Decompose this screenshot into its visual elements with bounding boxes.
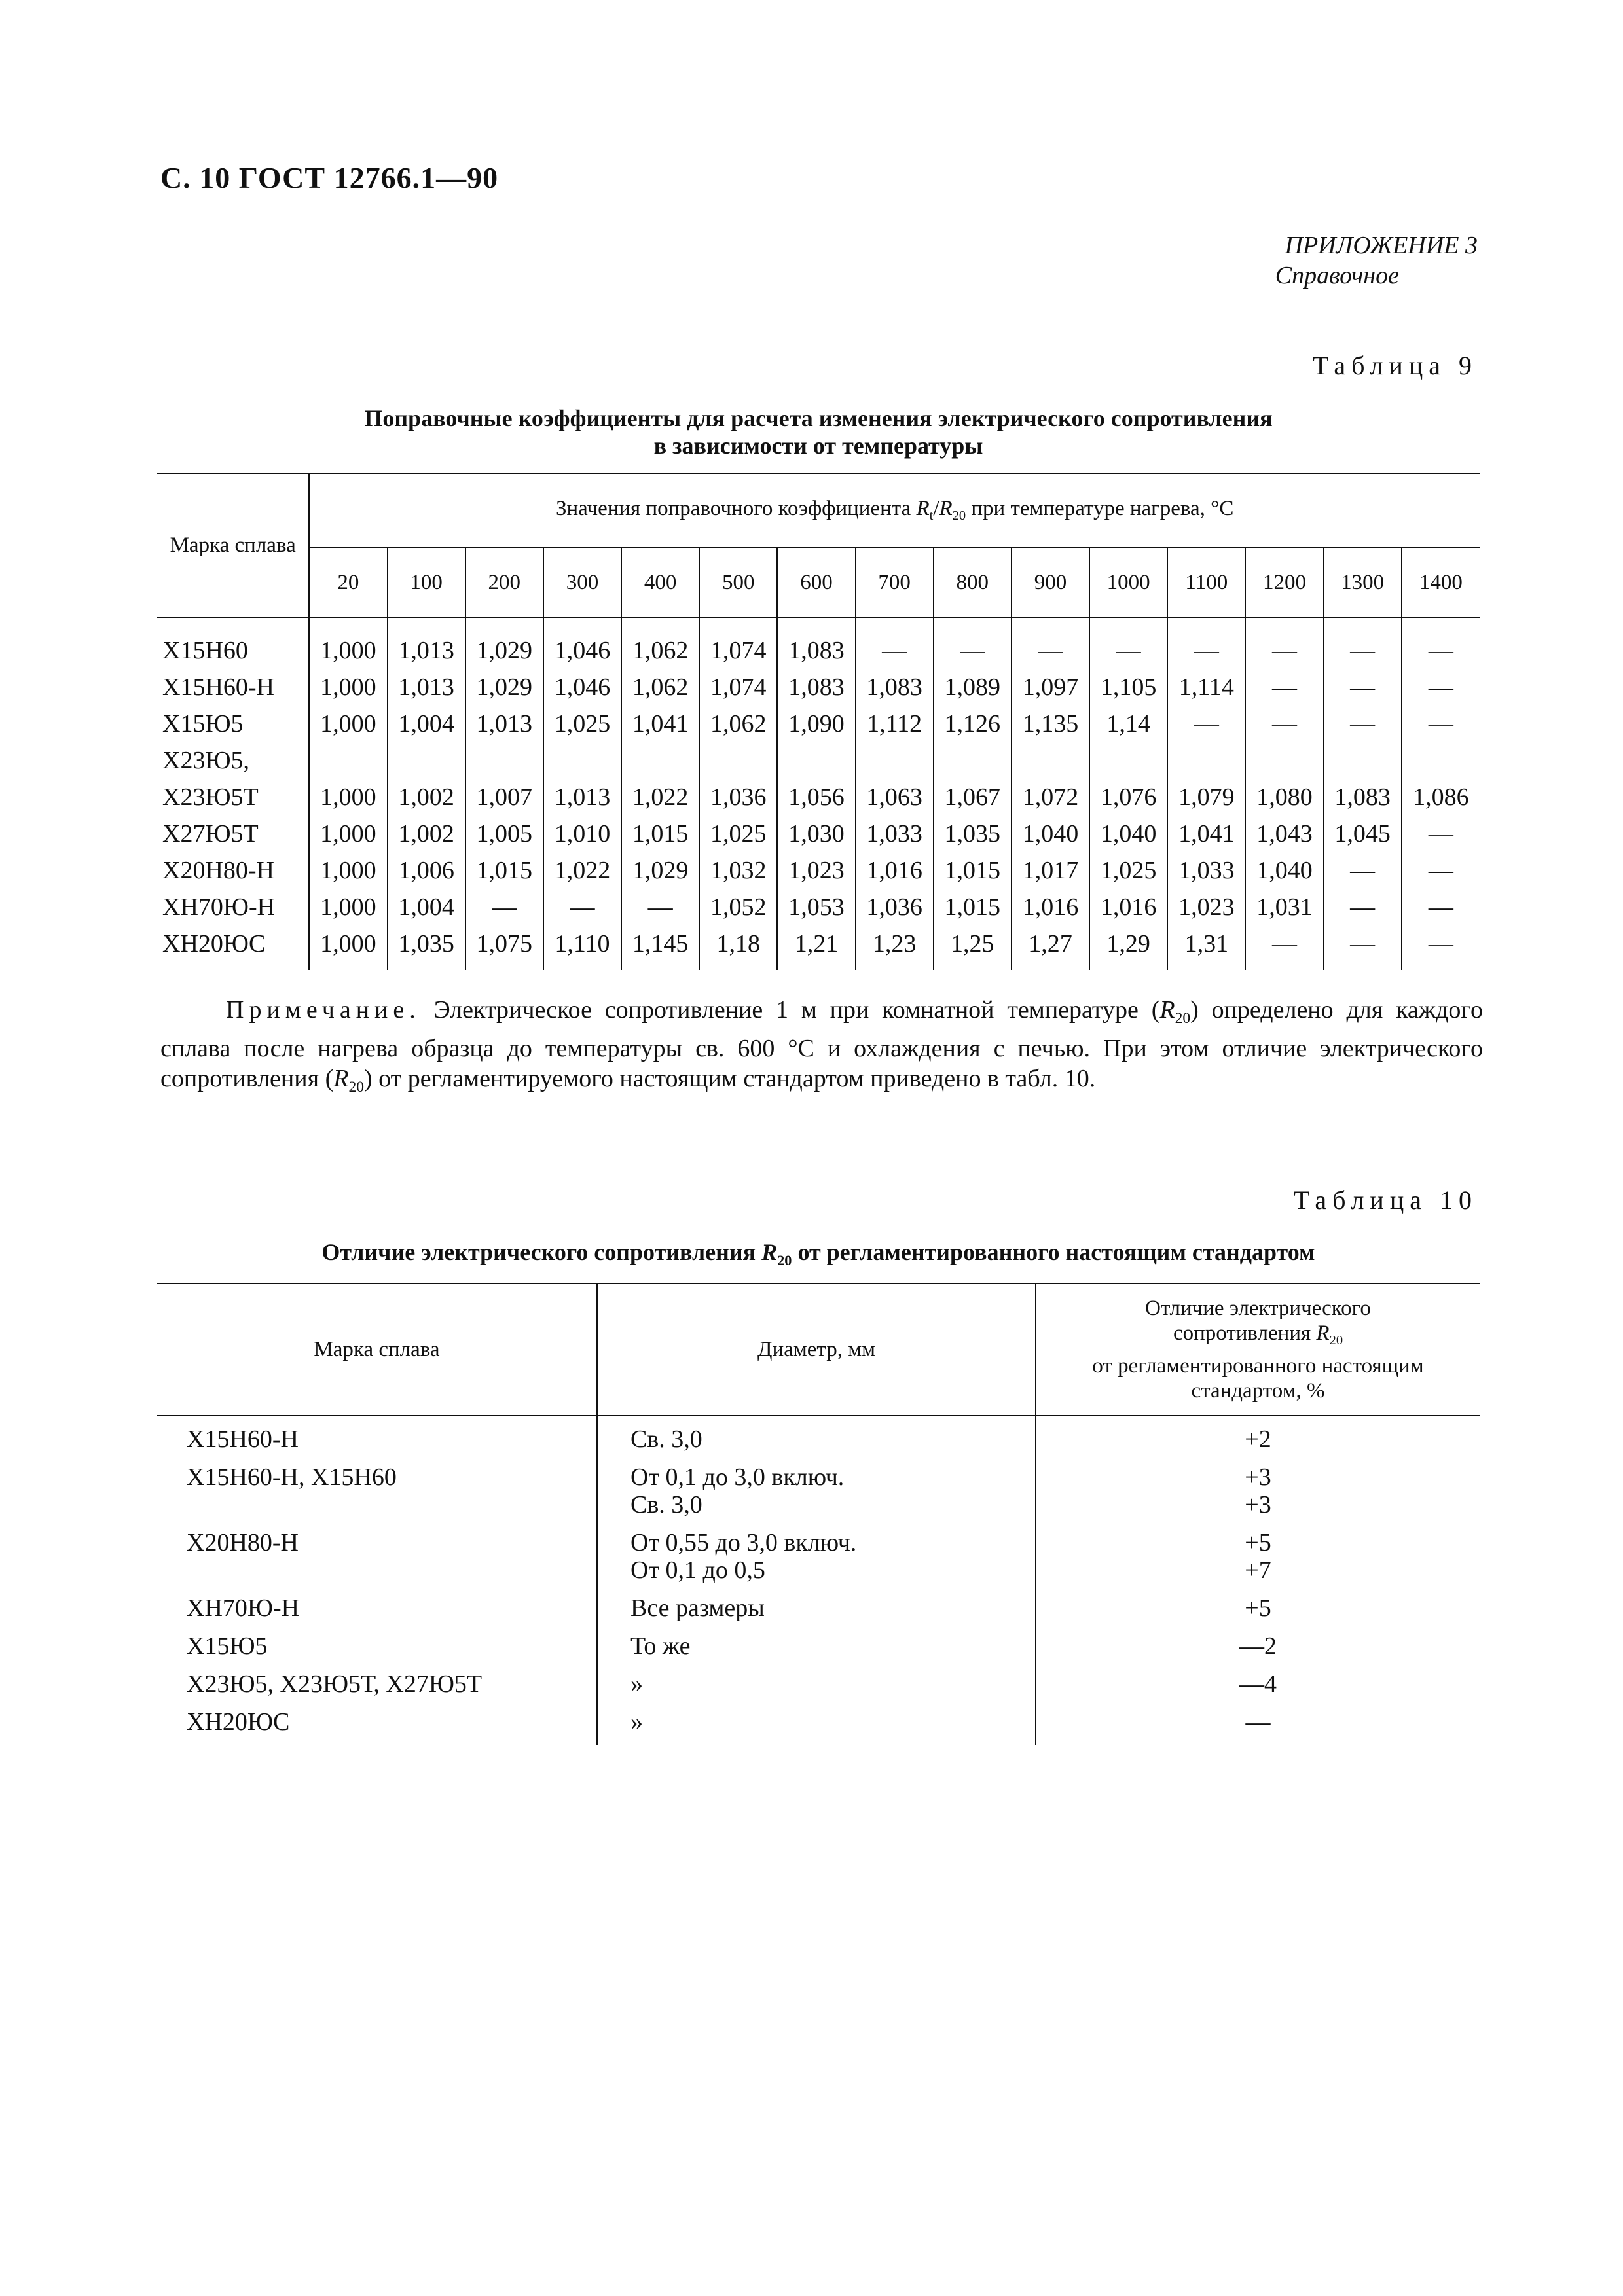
deviation-cell	[1036, 1627, 1480, 1665]
alloy-grade: Х15Н60-Н	[187, 1426, 299, 1453]
coefficient-value	[388, 742, 465, 779]
coefficient-value: 1,040	[1012, 816, 1089, 852]
diameter-value: Св. 3,0	[630, 1426, 702, 1453]
coefficient-value: 1,135	[1012, 706, 1089, 742]
coefficient-value: 1,030	[777, 816, 855, 852]
alloy-grade: Х20Н80-Н	[162, 857, 274, 884]
coefficient-value: —	[1402, 889, 1480, 925]
temperature-header: 1300	[1324, 548, 1402, 617]
coefficient-value: 1,033	[1167, 852, 1245, 889]
coefficient-value	[1245, 742, 1323, 779]
diameter-cell	[597, 1703, 1036, 1745]
coefficient-value	[1402, 742, 1480, 779]
coefficient-value: —	[1324, 889, 1402, 925]
appendix-heading	[1275, 230, 1478, 291]
coefficient-value	[856, 742, 934, 779]
coefficient-value: 1,076	[1089, 779, 1167, 816]
coefficient-value: 1,000	[309, 617, 387, 669]
table-row	[157, 1703, 1480, 1745]
alloy-grade: Х23Ю5, Х23Ю5Т, Х27Ю5Т	[187, 1670, 483, 1698]
coefficient-value: —	[1089, 617, 1167, 669]
coefficient-value: 1,089	[934, 669, 1012, 706]
table-row	[157, 1627, 1480, 1665]
diameter-column-header: Диаметр, мм	[597, 1283, 1036, 1416]
table9-title	[157, 404, 1480, 459]
coefficient-value	[1167, 742, 1245, 779]
coefficient-value: 1,015	[934, 889, 1012, 925]
coefficient-value	[543, 742, 621, 779]
coefficient-value: 1,080	[1245, 779, 1323, 816]
alloy-grade: Х15Н60-Н, Х15Н60	[187, 1463, 397, 1491]
coefficient-value: 1,083	[777, 669, 855, 706]
coefficient-value: 1,090	[777, 706, 855, 742]
coefficient-value: 1,025	[1089, 852, 1167, 889]
coefficient-value: —	[1324, 852, 1402, 889]
coefficient-value: 1,067	[934, 779, 1012, 816]
table-row	[157, 1589, 1480, 1627]
coefficient-value	[1324, 742, 1402, 779]
coefficient-value: 1,005	[465, 816, 543, 852]
coefficient-value: 1,023	[777, 852, 855, 889]
deviation-value: —4	[1239, 1670, 1277, 1698]
coefficient-value: —	[856, 617, 934, 669]
coefficient-value: 1,000	[309, 669, 387, 706]
temperature-header: 300	[543, 548, 621, 617]
coefficient-value: 1,015	[934, 852, 1012, 889]
deviation-cell	[1036, 1589, 1480, 1627]
page-header: С. 10 ГОСТ 12766.1—90	[160, 161, 499, 194]
coefficient-value	[621, 742, 699, 779]
correction-coefficients-table	[157, 473, 1480, 970]
diameter-cell	[597, 1665, 1036, 1703]
table-row	[157, 889, 1480, 925]
temperature-header: 600	[777, 548, 855, 617]
coefficient-value: —	[1402, 925, 1480, 970]
coefficient-value: 1,022	[621, 779, 699, 816]
coefficient-value: 1,062	[621, 617, 699, 669]
coefficient-value	[777, 742, 855, 779]
deviation-value: +7	[1245, 1556, 1271, 1584]
coefficient-value: —	[1324, 925, 1402, 970]
diameter-cell	[597, 1589, 1036, 1627]
diameter-value: То же	[630, 1632, 691, 1660]
temperature-header: 1000	[1089, 548, 1167, 617]
coefficient-value: 1,016	[1012, 889, 1089, 925]
alloy-grade: Х20Н80-Н	[187, 1529, 299, 1556]
coefficient-value: —	[1402, 617, 1480, 669]
coefficient-value: 1,046	[543, 617, 621, 669]
coefficient-value: —	[1324, 617, 1402, 669]
coefficient-value: 1,097	[1012, 669, 1089, 706]
coefficient-value: —	[1245, 617, 1323, 669]
coefficient-value: 1,074	[699, 669, 777, 706]
table10-label: Таблица 10	[1293, 1185, 1478, 1215]
coefficient-value: 1,046	[543, 669, 621, 706]
coefficient-value: 1,002	[388, 779, 465, 816]
temperature-header: 900	[1012, 548, 1089, 617]
alloy-grade: Х23Ю5Т	[162, 783, 259, 811]
coefficient-value: 1,052	[699, 889, 777, 925]
coefficient-value: 1,086	[1402, 779, 1480, 816]
coefficient-value: 1,029	[465, 617, 543, 669]
table-row	[157, 1458, 1480, 1524]
table-row	[157, 742, 1480, 779]
coefficient-value: 1,000	[309, 816, 387, 852]
deviation-cell	[1036, 1524, 1480, 1589]
resistance-deviation-table	[157, 1283, 1480, 1745]
table9-title-line1: Поправочные коэффициенты для расчета изменения электрического сопротивления	[364, 405, 1273, 431]
coefficient-value: 1,041	[621, 706, 699, 742]
deviation-value: —2	[1239, 1632, 1277, 1660]
temperature-header: 1400	[1402, 548, 1480, 617]
coefficient-value	[699, 742, 777, 779]
coefficient-value: 1,013	[465, 706, 543, 742]
coefficient-value: 1,036	[856, 889, 934, 925]
coefficient-value: —	[465, 889, 543, 925]
coefficient-value: 1,14	[1089, 706, 1167, 742]
coefficient-value: 1,074	[699, 617, 777, 669]
alloy-grade: ХН20ЮС	[187, 1708, 290, 1736]
coefficient-value: 1,083	[1324, 779, 1402, 816]
coefficient-value: 1,105	[1089, 669, 1167, 706]
table9-label: Таблица 9	[1312, 351, 1478, 380]
deviation-cell	[1036, 1703, 1480, 1745]
coefficient-value	[1012, 742, 1089, 779]
coefficient-value: 1,016	[856, 852, 934, 889]
coefficient-value: 1,083	[856, 669, 934, 706]
diameter-value: От 0,55 до 3,0 включ.	[630, 1529, 857, 1556]
coefficient-value	[309, 742, 387, 779]
coefficient-value: 1,025	[699, 816, 777, 852]
coefficient-value: —	[1402, 816, 1480, 852]
coefficient-value: 1,025	[543, 706, 621, 742]
coefficient-value: 1,056	[777, 779, 855, 816]
coefficient-value: 1,083	[777, 617, 855, 669]
alloy-grade: ХН70Ю-Н	[187, 1594, 300, 1622]
note-paragraph: Примечание. Электрическое сопротивление 1 м при комнатной температуре $(R_{20})$ определено для каждого сплава после нагрева образца до температуры св. 600 °С и охлаждения с печью. При этом отличие электрического сопротивления $(R_{20})$ от регламентируемого настоящим стандартом приведено в табл. 10.	[160, 996, 1484, 1096]
coefficient-value: 1,040	[1089, 816, 1167, 852]
coefficient-value: —	[1167, 706, 1245, 742]
coefficient-value: 1,27	[1012, 925, 1089, 970]
coefficient-value: 1,031	[1245, 889, 1323, 925]
coefficient-value: 1,18	[699, 925, 777, 970]
coefficient-value: 1,004	[388, 706, 465, 742]
coefficient-value: 1,072	[1012, 779, 1089, 816]
alloy-grade: Х15Н60-Н	[162, 673, 274, 701]
coefficient-value: 1,029	[621, 852, 699, 889]
table-row	[157, 852, 1480, 889]
deviation-value: +2	[1245, 1426, 1271, 1453]
diameter-value: Св. 3,0	[630, 1491, 702, 1518]
deviation-column-header: Отличие электрического сопротивления $R_{20}$ от регламентированного настоящим стандартом, %	[1036, 1283, 1480, 1416]
coefficient-value: 1,002	[388, 816, 465, 852]
coefficient-value: 1,015	[621, 816, 699, 852]
diameter-value: От 0,1 до 3,0 включ.	[630, 1463, 845, 1491]
coefficient-value: —	[934, 617, 1012, 669]
table-row	[157, 669, 1480, 706]
coefficient-value: 1,036	[699, 779, 777, 816]
temperature-header: 20	[309, 548, 387, 617]
coefficient-value: 1,032	[699, 852, 777, 889]
coefficient-value: 1,053	[777, 889, 855, 925]
coefficient-value: —	[1245, 669, 1323, 706]
coefficient-value: 1,079	[1167, 779, 1245, 816]
diameter-value: Все размеры	[630, 1594, 765, 1622]
coefficient-value: 1,006	[388, 852, 465, 889]
diameter-value: От 0,1 до 0,5	[630, 1556, 765, 1584]
coefficient-value: 1,21	[777, 925, 855, 970]
diameter-value: »	[630, 1708, 643, 1736]
table-row	[157, 617, 1480, 669]
temperature-header: 1100	[1167, 548, 1245, 617]
temperature-header: 100	[388, 548, 465, 617]
coefficient-value: 1,062	[699, 706, 777, 742]
coefficient-value: —	[1245, 706, 1323, 742]
alloy-grade: Х27Ю5Т	[162, 820, 259, 848]
deviation-value: +3	[1245, 1491, 1271, 1518]
coefficient-value: 1,035	[388, 925, 465, 970]
coefficient-value: 1,145	[621, 925, 699, 970]
coefficient-value: 1,29	[1089, 925, 1167, 970]
coefficient-value: 1,23	[856, 925, 934, 970]
coefficient-value	[465, 742, 543, 779]
deviation-cell	[1036, 1458, 1480, 1524]
coefficient-value: 1,114	[1167, 669, 1245, 706]
coefficient-value: 1,25	[934, 925, 1012, 970]
coefficient-value: 1,043	[1245, 816, 1323, 852]
coefficient-value: 1,016	[1089, 889, 1167, 925]
deviation-value: —	[1245, 1708, 1271, 1736]
coefficient-value: 1,112	[856, 706, 934, 742]
coefficient-value: 1,033	[856, 816, 934, 852]
coefficient-value: —	[1402, 706, 1480, 742]
table-row	[157, 706, 1480, 742]
coefficient-value: 1,017	[1012, 852, 1089, 889]
table10-title: Отличие электрического сопротивления $R_{20}$ от регламентированного настоящим стандартом	[321, 1239, 1315, 1268]
coefficient-value: 1,063	[856, 779, 934, 816]
coefficient-value: 1,062	[621, 669, 699, 706]
coefficient-value: 1,013	[388, 669, 465, 706]
temperature-header: 200	[465, 548, 543, 617]
coefficient-value: 1,022	[543, 852, 621, 889]
deviation-value: +5	[1245, 1529, 1271, 1556]
coefficient-value: 1,000	[309, 706, 387, 742]
diameter-value: »	[630, 1670, 643, 1698]
alloy-grade: Х15Ю5	[187, 1632, 268, 1660]
grade-column-header: Марка сплава	[157, 1283, 597, 1416]
coefficient-value: —	[621, 889, 699, 925]
coefficient-value: —	[1167, 617, 1245, 669]
coefficient-value: 1,023	[1167, 889, 1245, 925]
deviation-cell	[1036, 1416, 1480, 1458]
appendix-title: ПРИЛОЖЕНИЕ 3	[1285, 232, 1478, 259]
coefficient-value: 1,126	[934, 706, 1012, 742]
coefficient-value: 1,035	[934, 816, 1012, 852]
coefficient-value: 1,015	[465, 852, 543, 889]
coefficient-value: 1,075	[465, 925, 543, 970]
temperature-header: 500	[699, 548, 777, 617]
coefficient-value: 1,000	[309, 852, 387, 889]
coefficient-value: —	[1324, 706, 1402, 742]
coefficient-value: 1,013	[543, 779, 621, 816]
alloy-grade: Х15Ю5	[162, 710, 244, 738]
deviation-cell	[1036, 1665, 1480, 1703]
coefficient-value: 1,000	[309, 889, 387, 925]
coefficient-value: —	[1324, 669, 1402, 706]
grade-column-header: Марка сплава	[157, 473, 309, 617]
deviation-value: +5	[1245, 1594, 1271, 1622]
deviation-value: +3	[1245, 1463, 1271, 1491]
table9-title-line2: в зависимости от температуры	[653, 433, 983, 459]
coefficient-value: 1,110	[543, 925, 621, 970]
coefficient-value: 1,000	[309, 779, 387, 816]
table-row	[157, 925, 1480, 970]
temperature-header: 400	[621, 548, 699, 617]
alloy-grade: ХН70Ю-Н	[162, 893, 276, 921]
diameter-cell	[597, 1524, 1036, 1589]
diameter-cell	[597, 1627, 1036, 1665]
table-row	[157, 816, 1480, 852]
coefficient-value: 1,041	[1167, 816, 1245, 852]
coefficient-value: 1,045	[1324, 816, 1402, 852]
temperature-header: 800	[934, 548, 1012, 617]
note-label: Примечание.	[226, 996, 421, 1024]
table-row	[157, 779, 1480, 816]
alloy-grade: Х23Ю5,	[162, 747, 249, 774]
coefficient-value: 1,004	[388, 889, 465, 925]
coefficient-value	[1089, 742, 1167, 779]
diameter-cell	[597, 1458, 1036, 1524]
diameter-cell	[597, 1416, 1036, 1458]
coefficient-value: —	[1402, 852, 1480, 889]
coefficient-column-header: Значения поправочного коэффициента $R_t/R_{20}$ при температуре нагрева, °С	[309, 473, 1480, 548]
appendix-subtitle: Справочное	[1275, 262, 1399, 289]
alloy-grade: ХН20ЮС	[162, 930, 266, 958]
coefficient-value: 1,040	[1245, 852, 1323, 889]
temperature-header: 1200	[1245, 548, 1323, 617]
temperature-header: 700	[856, 548, 934, 617]
coefficient-value: —	[1402, 669, 1480, 706]
coefficient-value	[934, 742, 1012, 779]
coefficient-value: 1,010	[543, 816, 621, 852]
table-row	[157, 1665, 1480, 1703]
coefficient-value: 1,000	[309, 925, 387, 970]
coefficient-value: —	[543, 889, 621, 925]
coefficient-value: —	[1012, 617, 1089, 669]
coefficient-value: 1,31	[1167, 925, 1245, 970]
coefficient-value: 1,029	[465, 669, 543, 706]
coefficient-value: —	[1245, 925, 1323, 970]
coefficient-value: 1,013	[388, 617, 465, 669]
alloy-grade: Х15Н60	[162, 637, 248, 664]
table-row	[157, 1416, 1480, 1458]
table-row	[157, 1524, 1480, 1589]
coefficient-value: 1,007	[465, 779, 543, 816]
